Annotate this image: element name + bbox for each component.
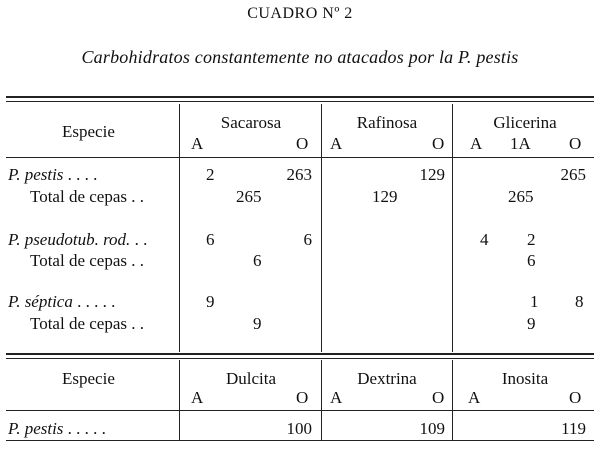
table-number-title: CUADRO Nº 2 xyxy=(247,5,353,22)
section-rule-thin xyxy=(6,358,594,359)
column-header-inosita: Inosita xyxy=(501,369,549,388)
cell-glicerina-total: 265 xyxy=(508,187,534,206)
table-row-label: P. pseudotub. rod. . . xyxy=(8,230,148,249)
column-divider xyxy=(452,360,453,440)
header-rule xyxy=(6,410,594,411)
column-divider xyxy=(452,104,453,352)
cell-glicerina-1a: 1 xyxy=(530,292,539,311)
cell-sacarosa-a: 9 xyxy=(206,292,215,311)
cell-dextrina-o: 109 xyxy=(419,419,445,438)
top-rule-thin xyxy=(6,101,594,102)
cell-glicerina-a: 4 xyxy=(480,230,489,249)
subheader-a: A xyxy=(470,134,483,153)
cell-glicerina-total: 6 xyxy=(527,251,536,270)
bottom-rule xyxy=(6,440,594,441)
subheader-1a: 1A xyxy=(510,134,531,153)
column-header-sacarosa: Sacarosa xyxy=(220,113,282,132)
subheader-o: O xyxy=(296,388,309,407)
cell-sacarosa-total: 265 xyxy=(236,187,262,206)
cell-glicerina-o: 265 xyxy=(560,165,586,184)
subheader-a: A xyxy=(191,388,204,407)
subheader-o: O xyxy=(296,134,309,153)
cell-dulcita-o: 100 xyxy=(286,419,312,438)
column-header-glicerina: Glicerina xyxy=(493,113,557,132)
table-row-label: P. pestis . . . . xyxy=(8,165,98,184)
cell-sacarosa-total: 9 xyxy=(253,314,262,333)
cell-glicerina-1a: 2 xyxy=(527,230,536,249)
subheader-a: A xyxy=(191,134,204,153)
subheader-o: O xyxy=(569,388,582,407)
column-divider xyxy=(179,104,180,352)
table-row-label: P. séptica . . . . . xyxy=(8,292,116,311)
species-header: Especie xyxy=(62,369,115,388)
table-row-label: Total de cepas . . xyxy=(30,187,144,206)
column-header-rafinosa: Rafinosa xyxy=(356,113,418,132)
cell-inosita-o: 119 xyxy=(561,419,586,438)
cell-sacarosa-o: 6 xyxy=(303,230,312,249)
cell-rafinosa-total: 129 xyxy=(372,187,398,206)
column-divider xyxy=(321,360,322,440)
column-divider xyxy=(179,360,180,440)
subheader-a: A xyxy=(468,388,481,407)
section-rule xyxy=(6,353,594,355)
table-row-label: Total de cepas . . xyxy=(30,314,144,333)
cell-glicerina-o: 8 xyxy=(575,292,584,311)
subheader-o: O xyxy=(432,388,445,407)
subheader-a: A xyxy=(330,134,343,153)
cell-sacarosa-a: 6 xyxy=(206,230,215,249)
column-divider xyxy=(321,104,322,352)
cell-glicerina-total: 9 xyxy=(527,314,536,333)
column-header-dextrina: Dextrina xyxy=(357,369,417,388)
subheader-o: O xyxy=(569,134,582,153)
column-header-dulcita: Dulcita xyxy=(225,369,277,388)
table-row-label: Total de cepas . . xyxy=(30,251,144,270)
species-header: Especie xyxy=(62,122,115,141)
table-caption: Carbohidratos constantemente no atacados por la P. pestis xyxy=(81,47,519,67)
subheader-a: A xyxy=(330,388,343,407)
top-rule xyxy=(6,96,594,98)
cell-sacarosa-a: 2 xyxy=(206,165,215,184)
cell-sacarosa-total: 6 xyxy=(253,251,262,270)
cell-rafinosa-o: 129 xyxy=(419,165,445,184)
table-row-label: P. pestis . . . . . xyxy=(8,419,106,438)
subheader-o: O xyxy=(432,134,445,153)
cell-sacarosa-o: 263 xyxy=(286,165,312,184)
header-rule xyxy=(6,157,594,158)
